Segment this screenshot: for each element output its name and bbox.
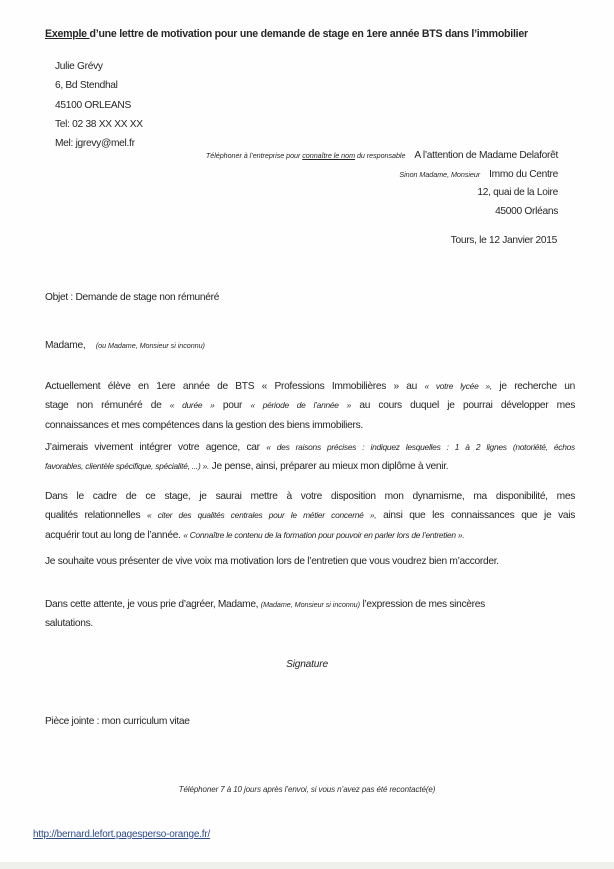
- text-run: J’aimerais vivement intégrer votre agence, car: [45, 442, 267, 453]
- hint-run: « durée »: [169, 400, 215, 411]
- paragraph-5: [45, 595, 575, 634]
- footer-note: Téléphoner 7 à 10 jours après l’envoi, si vous n’avez pas été recontacté(e): [178, 785, 436, 794]
- enclosure-line: Pièce jointe : mon curriculum vitae: [45, 716, 190, 727]
- text-run: pour: [214, 400, 251, 412]
- hint-run: « citer des qualités centrales pour le métier concerné »,: [147, 510, 377, 521]
- text-run: Dans cette attente, je vous prie d’agréer, Madame,: [45, 599, 261, 610]
- hint-run: « des raisons précises : indiquez lesquelles : 1 à 2 lignes (notoriété, échos: [266, 442, 575, 452]
- subject-line: Objet : Demande de stage non rémunéré: [45, 292, 220, 303]
- paragraph-line: [45, 487, 575, 506]
- recipient-note-phone: [206, 147, 406, 166]
- date-line: Tours, le 12 Janvier 2015: [450, 235, 557, 246]
- paragraph-line: [45, 416, 575, 435]
- hint-run: favorables, clientèle spécifique, spécialité, ...) ».: [45, 461, 210, 472]
- signature-label: Signature: [286, 659, 328, 670]
- sender-city: 45100 ORLEANS: [55, 99, 131, 111]
- text-run: ainsi que les connaissances que je vais: [376, 510, 575, 522]
- paragraph-1: [45, 377, 575, 435]
- paragraph-line: [45, 526, 575, 545]
- note-pre: Téléphoner à l’entreprise pour: [205, 151, 303, 160]
- recipient-note-sinon: Sinon Madame, Monsieur: [399, 169, 481, 179]
- sender-block: [55, 57, 143, 153]
- paragraph-line: [45, 595, 575, 614]
- text-run: Je pense, ainsi, préparer au mieux mon diplôme à venir.: [209, 461, 449, 473]
- title-rest: d’une lettre de motivation pour une demande de stage en 1ere année BTS dans l’immobilier: [89, 28, 528, 40]
- recipient-attention-row: [206, 147, 558, 166]
- paragraph-line: [45, 506, 575, 525]
- recipient-city-row: [495, 203, 558, 222]
- paragraph-3: [45, 487, 575, 545]
- text-run: au cours duquel je pourrai développer mes: [351, 400, 575, 412]
- text-run: qualités relationnelles: [45, 510, 148, 522]
- sender-street: 6, Bd Stendhal: [55, 80, 118, 92]
- paragraph-line: [45, 396, 575, 415]
- text-run: salutations.: [45, 618, 93, 630]
- recipient-street-row: [477, 184, 558, 203]
- sender-phone: Tel: 02 38 XX XX XX: [55, 118, 143, 130]
- recipient-company: Immo du Centre: [489, 168, 558, 180]
- text-run: Dans le cadre de ce stage, je saurai mettre à votre disposition mon dynamisme, ma disponibilité, mes: [45, 491, 575, 502]
- recipient-attention: A l’attention de Madame Delaforêt: [414, 150, 558, 161]
- text-run: stage non rémunéré de: [45, 400, 170, 412]
- text-run: Actuellement élève en 1ere année de BTS « Professions Immobilières » au: [45, 381, 425, 392]
- note-underlined: connaître le nom: [302, 151, 356, 160]
- recipient-block: [206, 147, 558, 221]
- hint-run: « Connaître le contenu de la formation pour pouvoir en parler lors de l’entretien ».: [183, 529, 465, 540]
- paragraph-line: [45, 377, 575, 396]
- text-run: acquérir tout au long de l’année.: [45, 529, 184, 541]
- paragraph-line: [45, 438, 575, 457]
- sender-email: Mel: jgrevy@mel.fr: [55, 138, 135, 150]
- text-run: Je souhaite vous présenter de vive voix ma motivation lors de l’entretien que vous voudrez bien m’accorder.: [45, 556, 499, 567]
- text-run: connaissances et mes compétences dans la gestion des biens immobiliers.: [45, 419, 363, 431]
- paragraph-2: [45, 438, 575, 477]
- salutation-text: Madame,: [45, 340, 86, 351]
- title-emphasized: Exemple: [45, 28, 90, 40]
- text-run: je recherche un: [491, 381, 575, 392]
- paragraph-line: [45, 614, 575, 633]
- paragraph-line: [45, 457, 575, 476]
- sender-name: Julie Grévy: [55, 61, 103, 72]
- text-run: l’expression de mes sincères: [359, 599, 485, 610]
- salutation-note: (ou Madame, Monsieur si inconnu): [95, 341, 205, 350]
- page-title: [45, 25, 585, 44]
- paragraph-4: [45, 552, 575, 571]
- salutation-line: [45, 334, 205, 355]
- website-link[interactable]: http://bernard.lefort.pagesperso-orange.fr/: [33, 829, 211, 840]
- recipient-street: 12, quai de la Loire: [477, 187, 558, 199]
- note-run: (Madame, Monsieur si inconnu): [260, 600, 360, 609]
- recipient-city: 45000 Orléans: [495, 205, 558, 217]
- paragraph-line: [45, 552, 575, 571]
- hint-run: « votre lycée »,: [424, 381, 492, 391]
- recipient-company-row: [399, 166, 558, 185]
- hint-run: « période de l’année »: [250, 400, 352, 411]
- note-post: du responsable: [355, 151, 406, 160]
- page-edge-strip: [0, 862, 614, 869]
